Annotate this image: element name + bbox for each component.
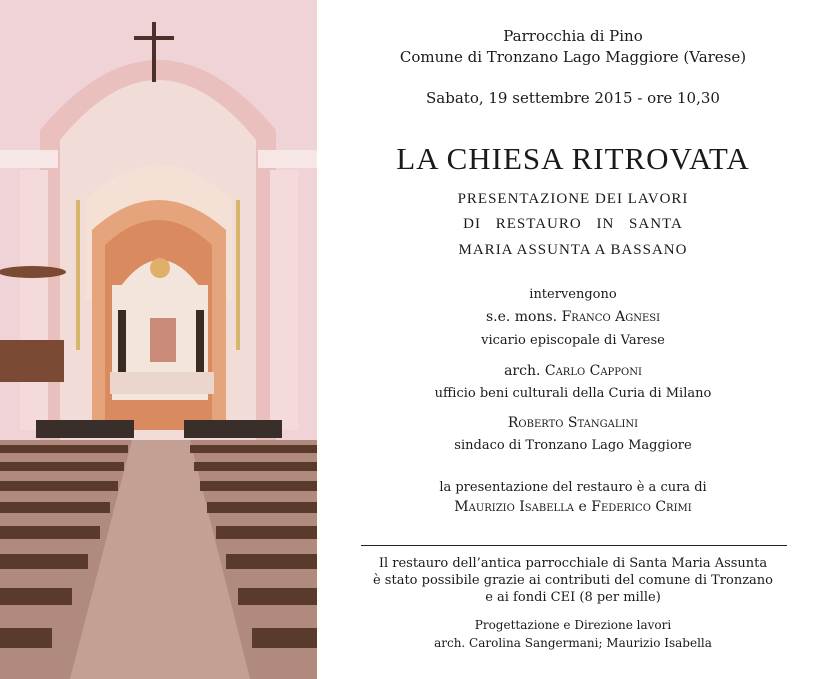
speaker-1-role: vicario episcopale di Varese xyxy=(481,333,665,348)
speaker-2-prefix: arch. xyxy=(504,363,541,379)
subtitle-line-2: DI RESTAURO IN SANTA xyxy=(463,216,683,232)
subtitle-line-3: MARIA ASSUNTA A BASSANO xyxy=(458,242,688,258)
curators-intro: la presentazione del restauro è a cura di xyxy=(439,480,707,495)
curators-names xyxy=(317,499,829,515)
church-interior-illustration xyxy=(0,0,317,679)
speaker-2 xyxy=(317,363,829,379)
speaker-2-name: Carlo Capponi xyxy=(544,363,642,379)
invitation-text xyxy=(317,0,829,679)
comune-name: Comune di Tronzano Lago Maggiore (Varese) xyxy=(399,48,747,66)
speakers-intro: intervengono xyxy=(529,287,617,302)
divider-rule xyxy=(361,545,787,546)
church-interior-photo xyxy=(0,0,317,679)
credits-names: arch. Carolina Sangermani; Maurizio Isabella xyxy=(434,636,712,650)
speaker-1 xyxy=(317,309,829,325)
speaker-1-prefix: s.e. mons. xyxy=(485,309,558,325)
curators-conjunction: e xyxy=(578,499,587,515)
footer-line-2: è stato possibile grazie ai contributi del comune di Tronzano xyxy=(372,573,774,588)
subtitle-line-1: PRESENTAZIONE DEI LAVORI xyxy=(457,191,689,207)
parish-name: Parrocchia di Pino xyxy=(503,27,643,45)
event-datetime: Sabato, 19 settembre 2015 - ore 10,30 xyxy=(426,89,720,107)
credits-title: Progettazione e Direzione lavori xyxy=(474,618,672,632)
event-title: LA CHIESA RITROVATA xyxy=(396,141,750,176)
speaker-2-role: ufficio beni culturali della Curia di Milano xyxy=(434,386,712,401)
footer-line-1: Il restauro dell’antica parrocchiale di Santa Maria Assunta xyxy=(378,556,768,571)
curator-1-name: Maurizio Isabella xyxy=(454,499,575,515)
speaker-3-name: Roberto Stangalini xyxy=(507,415,639,431)
footer-line-3: e ai fondi CEI (8 per mille) xyxy=(485,590,661,605)
speaker-1-name: Franco Agnesi xyxy=(561,309,661,325)
speaker-3-role: sindaco di Tronzano Lago Maggiore xyxy=(454,438,692,453)
curator-2-name: Federico Crimi xyxy=(591,499,692,515)
